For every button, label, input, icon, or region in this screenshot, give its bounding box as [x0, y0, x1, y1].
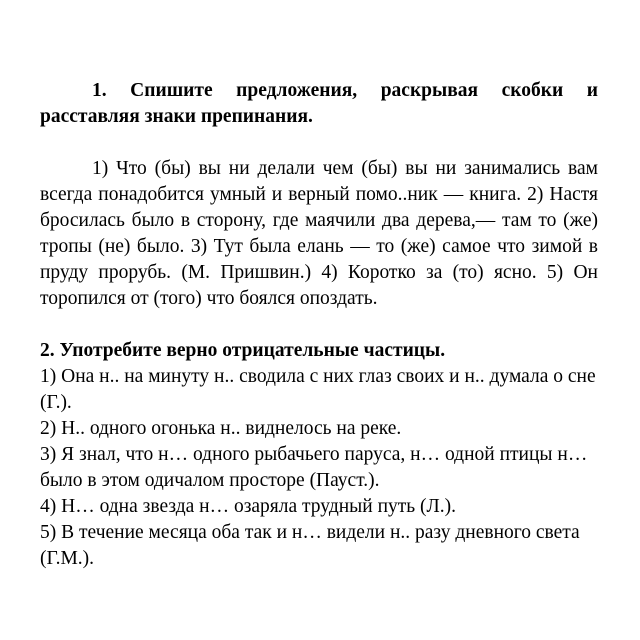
- task1-text: 1) Что (бы) вы ни делали чем (бы) вы ни занимались вам всегда понадобится умный и верный помо..ник — книга. 2) Настя бросилась было в сторону, где маячили два дерева,— там то (же) тропы (не) было. 3) Тут была елань — то (же) самое что зимой в пруду прорубь. (М. Пришвин.) 4) Коротко за (то) ясно. 5) Он торопился от (того) что боялся опоздать.: [40, 158, 598, 309]
- task1-heading: 1. Спишите предложения, раскрывая скобки и расставляя знаки препинания.: [40, 80, 598, 127]
- document-page: [40, 78, 598, 572]
- task2-item-5: 5) В течение месяца оба так и н… видели н.. разу дневного света (Г.М.).: [40, 522, 580, 569]
- task2-item-1: 1) Она н.. на минуту н.. сводила с них глаз своих и н.. думала о сне (Г.).: [40, 366, 596, 413]
- task2-item-2: 2) Н.. одного огонька н.. виднелось на реке.: [40, 418, 402, 439]
- task2-item-4: 4) Н… одна звезда н… озаряла трудный путь (Л.).: [40, 496, 457, 517]
- task2-item-3: 3) Я знал, что н… одного рыбачьего паруса, н… одной птицы н… было в этом одичалом просторе (Пауст.).: [40, 444, 588, 491]
- task2-heading: 2. Употребите верно отрицательные частицы.: [40, 340, 446, 361]
